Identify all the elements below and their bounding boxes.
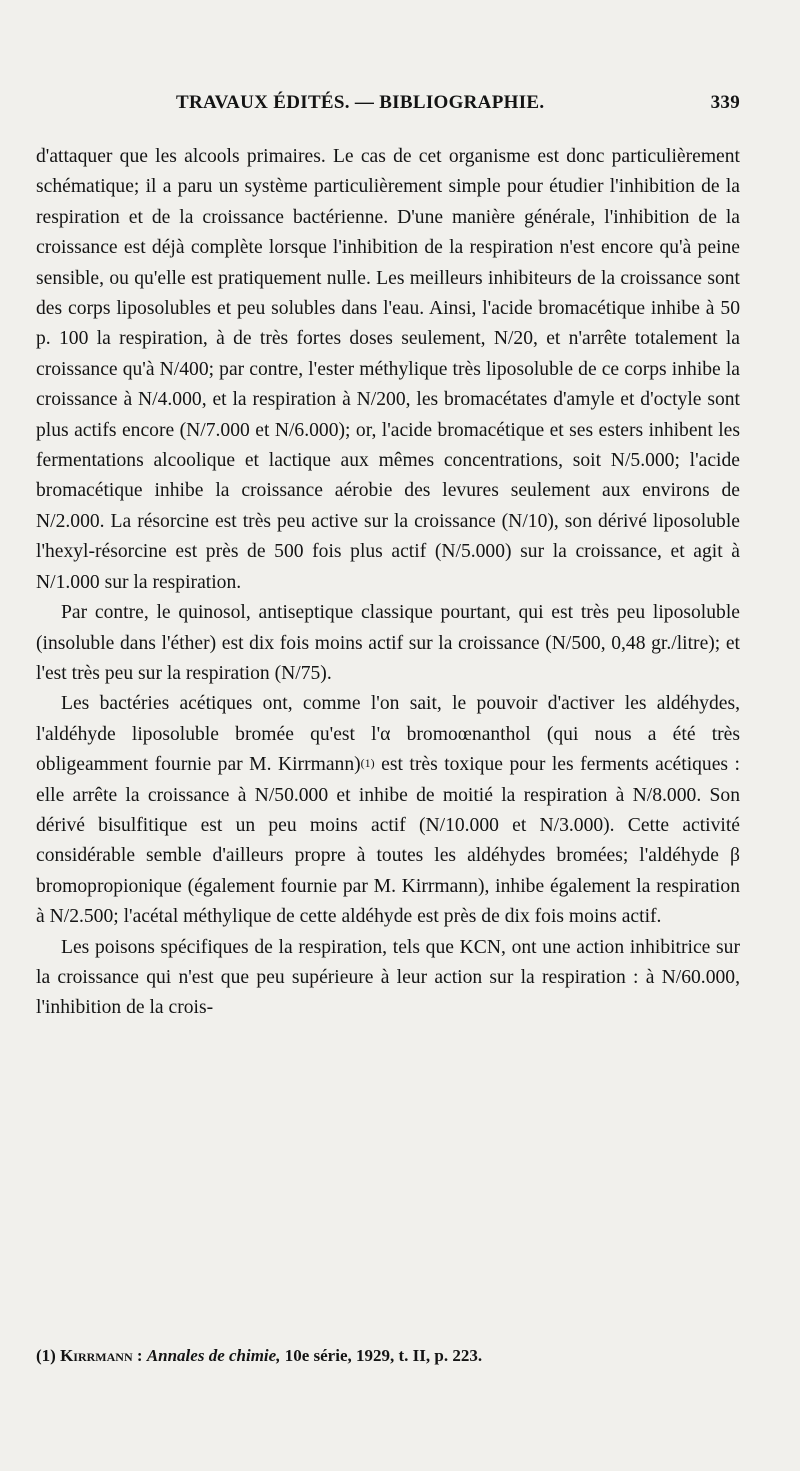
header-title: TRAVAUX ÉDITÉS. — BIBLIOGRAPHIE. [176,92,545,113]
paragraph-3-part-a: Les bactéries acétiques ont, comme l'on sait, le pouvoir d'activer les aldéhydes, l'aldéhyde liposoluble bromée qu'est l'α bromoœnanthol (qui nous a été très obligeamment fournie par M. Kirrmann) [36,693,740,776]
footnote-details: 10e série, 1929, t. II, p. 223. [280,1346,483,1365]
page-number: 339 [710,92,740,113]
running-header [36,92,740,122]
footnote-author: Kirrmann [60,1346,133,1365]
footnote [36,1346,740,1366]
paragraph-2: Par contre, le quinosol, antiseptique classique pourtant, qui est très peu liposoluble (insoluble dans l'éther) est dix fois moins actif sur la croissance (N/500, 0,48 gr./litre); et l'est très peu sur la respiration (N/75). [36,602,740,684]
paragraph-1: d'attaquer que les alcools primaires. Le cas de cet organisme est donc particulièrement schématique; il a paru un système particulièrement simple pour étudier l'inhibition de la respiration et de la croissance bactérienne. D'une manière générale, l'inhibition de la croissance est déjà complète lorsque l'inhibition de la respiration n'est encore qu'à peine sensible, ou qu'elle est pratiquement nulle. Les meilleurs inhibiteurs de la croissance sont des corps liposolubles et peu solubles dans l'eau. Ainsi, l'acide bromacétique inhibe à 50 p. 100 la respiration, à de très fortes doses seulement, N/20, et n'arrête totalement la croissance qu'à N/400; par contre, l'ester méthylique très liposoluble de ce corps inhibe la croissance à N/4.000, et la respiration à N/200, les bromacétates d'amyle et d'octyle sont plus actifs encore (N/7.000 et N/6.000); or, l'acide bromacétique et ses esters inhibent les fermentations alcoolique et lactique aux mêmes concentrations, soit N/5.000; l'acide bromacétique inhibe la croissance aérobie des levures seulement aux environs de N/2.000. La résorcine est très peu active sur la croissance (N/10), son dérivé liposoluble l'hexyl-résorcine est près de 500 fois plus actif (N/5.000) sur la croissance, et agit à N/1.000 sur la respiration. [36,146,740,593]
paragraph-3-part-b: est très toxique pour les ferments acétiques : elle arrête la croissance à N/50.000 et inhibe de moitié la respiration à N/8.000. Son dérivé bisulfitique est un peu moins actif (N/10.000 et N/3.000). Cette activité considérable semble d'ailleurs propre à toutes les aldéhydes bromées; l'aldéhyde β bromopropionique (également fournie par M. Kirrmann), inhibe également la respiration à N/2.500; l'acétal méthylique de cette aldéhyde est près de dix fois moins actif. [36,754,740,928]
paragraph-4: Les poisons spécifiques de la respiration, tels que KCN, ont une action inhibitrice sur la croissance qui n'est que peu supérieure à leur action sur la respiration : à N/60.000, l'inhibition de la crois- [36,936,740,1019]
footnote-journal: Annales de chimie, [146,1346,281,1365]
footnote-separator: : [132,1346,147,1365]
footnote-marker: (1) [36,1346,56,1365]
body-text [36,142,740,1024]
paragraph-3 [36,689,740,932]
footnote-reference: (1) [360,756,375,771]
